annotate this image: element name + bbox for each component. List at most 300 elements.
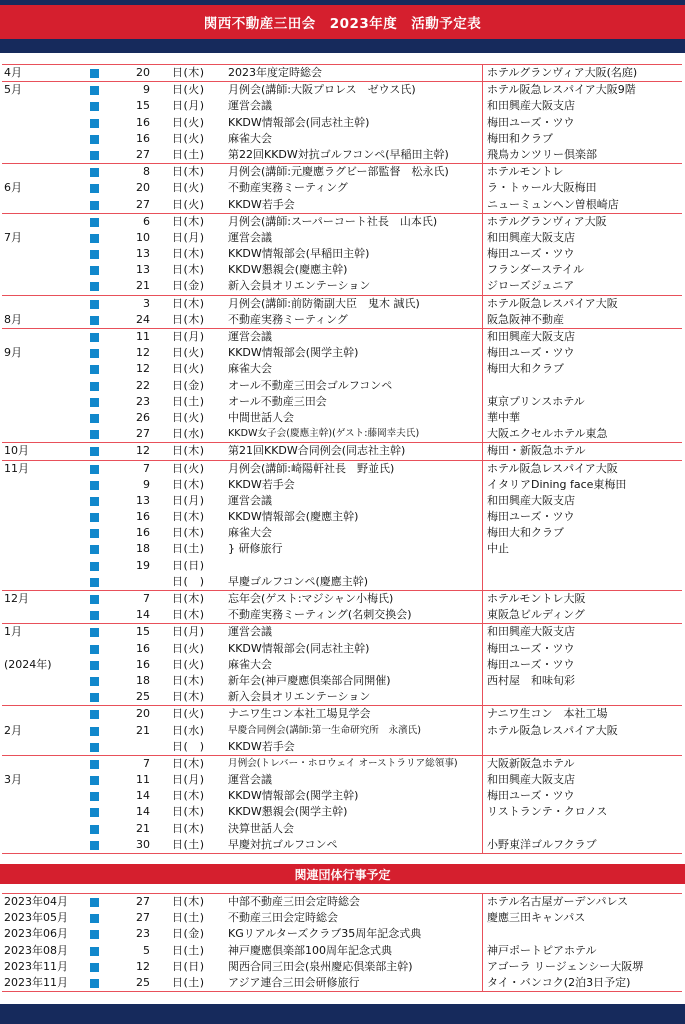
event-day: 25 [136, 690, 150, 704]
event-row [2, 230, 682, 246]
bullet-icon [90, 69, 99, 78]
event-weekday: 日(土) [172, 542, 205, 556]
event-venue: ラ・トゥール大阪梅田 [487, 181, 597, 195]
event-row [2, 461, 682, 477]
event-day: 14 [136, 805, 150, 819]
event-weekday: 日(火) [172, 641, 205, 655]
event-weekday: 日(木) [172, 312, 205, 326]
bullet-icon [90, 316, 99, 325]
event-day: 27 [136, 427, 150, 441]
event-venue: イタリアDining face東梅田 [487, 477, 627, 491]
event-day: 12 [136, 959, 150, 973]
month-label: 7月 [4, 230, 22, 244]
event-name: KGリアルターズクラブ35周年記念式典 [228, 927, 422, 941]
event-day: 21 [136, 279, 150, 293]
event-row [2, 214, 682, 230]
event-name: 中部不動産三田会定時総会 [228, 895, 360, 908]
event-venue: 和田興産大阪支店 [487, 493, 575, 507]
event-name: オール不動産三田会ゴルフコンペ [228, 378, 393, 392]
event-name: 麻雀大会 [228, 362, 272, 376]
event-weekday: 日(水) [172, 427, 205, 441]
event-name: 麻雀大会 [228, 657, 272, 671]
page-title: 関西不動産三田会 2023年度 活動予定表 [203, 16, 482, 32]
event-name: 運営会議 [228, 773, 272, 787]
event-weekday: 日(土) [172, 394, 205, 408]
event-row [2, 739, 682, 755]
event-name: } 研修旅行 [228, 542, 283, 556]
event-venue: 東京プリンスホテル [487, 394, 585, 408]
event-name: 運営会議 [228, 330, 272, 343]
event-day: 7 [143, 461, 150, 475]
event-weekday: 日(木) [172, 789, 205, 803]
event-name: 不動産実務ミーティング [228, 312, 348, 326]
bullet-icon [90, 382, 99, 391]
event-name: KKDW情報部会(関学主幹) [228, 346, 359, 360]
bullet-icon [90, 102, 99, 111]
bullet-icon [90, 760, 99, 769]
event-venue: 神戸ポートピアホテル [487, 943, 597, 957]
event-name: 運営会議 [228, 625, 272, 639]
event-weekday: 日(日) [172, 959, 205, 973]
bullet-icon [90, 349, 99, 358]
month-group [2, 214, 682, 296]
event-day: 15 [136, 625, 150, 639]
event-weekday: 日(木) [172, 444, 205, 458]
bullet-icon [90, 151, 99, 160]
event-row [2, 98, 682, 114]
bullet-icon [90, 529, 99, 538]
event-day: 27 [136, 911, 150, 925]
event-weekday: 日(木) [172, 296, 205, 310]
event-day: 14 [136, 789, 150, 803]
event-weekday: 日(日) [172, 558, 205, 572]
bullet-icon [90, 201, 99, 210]
event-venue: アゴーラ リージェンシー大阪堺 [487, 959, 644, 973]
event-weekday: 日(木) [172, 690, 205, 704]
event-row [2, 657, 682, 673]
event-row [2, 278, 682, 294]
event-venue: 梅田ユーズ・ツウ [487, 641, 575, 655]
event-weekday: 日(木) [172, 263, 205, 277]
event-day: 9 [143, 83, 150, 97]
month-group [2, 82, 682, 164]
event-venue: 慶應三田キャンパス [487, 911, 586, 925]
bullet-icon [90, 693, 99, 702]
bullet-icon [90, 497, 99, 506]
month-label: 5月 [4, 83, 22, 97]
event-name: 第21回KKDW合同例会(同志社主幹) [228, 444, 406, 458]
event-row [2, 115, 682, 131]
event-weekday: 日(月) [172, 230, 205, 244]
month-label: 10月 [4, 444, 29, 458]
event-row [2, 296, 682, 312]
event-weekday: 日(月) [172, 625, 205, 639]
event-row [2, 788, 682, 804]
event-name: 関西合同三田会(泉州慶応倶楽部主幹) [228, 959, 413, 973]
event-day: 27 [136, 895, 150, 908]
event-day: 16 [136, 131, 150, 145]
event-venue: タイ・バンコク(2泊3日予定) [487, 975, 631, 989]
event-row [2, 723, 682, 739]
event-weekday: 日(火) [172, 707, 205, 721]
month-label: 2023年04月 [4, 895, 68, 908]
event-venue: ホテルモントレ [487, 165, 564, 179]
event-day: 13 [136, 493, 150, 507]
event-row [2, 607, 682, 623]
month-label: 6月 [4, 181, 22, 195]
event-weekday: 日(火) [172, 410, 205, 424]
event-day: 3 [143, 296, 150, 310]
event-row [2, 624, 682, 640]
event-venue: 西村屋 和味旬彩 [487, 673, 575, 687]
bullet-icon [90, 562, 99, 571]
event-name: 月例会(講師:スーパーコート社長 山本氏) [228, 214, 438, 228]
month-label: 11月 [4, 461, 29, 475]
event-day: 14 [136, 608, 150, 622]
event-weekday: 日(木) [172, 214, 205, 228]
bullet-icon [90, 727, 99, 736]
month-label: 12月 [4, 592, 29, 605]
event-venue: ホテル阪急レスパイア大阪 [487, 723, 618, 737]
title-banner [0, 5, 685, 39]
schedule-table [2, 64, 682, 854]
month-group [2, 65, 682, 82]
event-weekday: 日(木) [172, 477, 205, 491]
event-weekday: 日(土) [172, 911, 205, 925]
event-day: 13 [136, 263, 150, 277]
bullet-icon [90, 218, 99, 227]
event-weekday: 日(木) [172, 247, 205, 261]
event-name: KKDW若手会 [228, 739, 295, 753]
event-day: 19 [136, 558, 150, 572]
bullet-icon [90, 947, 99, 956]
event-name: 神戸慶應倶楽部100周年記念式典 [228, 943, 392, 957]
event-name: 早慶合同例会(講師:第一生命研究所 永濱氏) [228, 724, 421, 736]
event-weekday: 日(火) [172, 461, 205, 475]
event-day: 26 [136, 410, 150, 424]
event-row [2, 558, 682, 574]
event-row [2, 706, 682, 722]
event-row [2, 821, 682, 837]
event-weekday: 日(火) [172, 131, 205, 145]
bullet-icon [90, 234, 99, 243]
event-name: 2023年度定時総会 [228, 66, 322, 79]
month-label: 2023年11月 [4, 959, 68, 973]
event-venue: 梅田・新阪急ホテル [487, 444, 586, 458]
related-group [2, 894, 682, 992]
event-day: 7 [143, 756, 150, 770]
event-name: KKDW若手会 [228, 197, 295, 211]
month-label: 1月 [4, 625, 22, 639]
event-venue: 東阪急ビルディング [487, 608, 585, 622]
bullet-icon [90, 808, 99, 817]
event-name: 月例会(トレバー・ホロウェイ オーストラリア総領事) [228, 757, 458, 769]
event-venue: 梅田和クラブ [487, 131, 553, 145]
month-group [2, 296, 682, 329]
event-row [2, 164, 682, 180]
event-venue: 梅田大和クラブ [487, 362, 564, 376]
event-name: 不動産実務ミーティング(名刺交換会) [228, 608, 412, 622]
event-day: 7 [143, 592, 150, 605]
bullet-icon [90, 333, 99, 342]
event-name: アジア連合三田会研修旅行 [228, 975, 360, 989]
bullet-icon [90, 710, 99, 719]
event-day: 22 [136, 378, 150, 392]
event-day: 11 [136, 773, 150, 787]
event-day: 16 [136, 657, 150, 671]
event-venue: 和田興産大阪支店 [487, 625, 575, 639]
event-venue: 小野東洋ゴルフクラブ [487, 837, 597, 851]
event-day: 12 [136, 346, 150, 360]
month-label: 2月 [4, 723, 22, 737]
bullet-icon [90, 430, 99, 439]
bullet-icon [90, 743, 99, 752]
event-name: 新入会員オリエンテーション [228, 690, 371, 704]
event-row [2, 541, 682, 557]
event-day: 11 [136, 330, 150, 343]
event-row [2, 525, 682, 541]
event-venue: 梅田大和クラブ [487, 526, 564, 540]
bullet-icon [90, 677, 99, 686]
event-day: 12 [136, 362, 150, 376]
event-name: KKDW情報部会(慶應主幹) [228, 510, 359, 524]
bullet-icon [90, 465, 99, 474]
event-weekday: 日(木) [172, 895, 205, 908]
event-weekday: 日(土) [172, 147, 205, 161]
event-weekday: 日(月) [172, 493, 205, 507]
bullet-icon [90, 645, 99, 654]
event-venue: 中止 [487, 542, 509, 556]
event-venue: ホテルグランヴィア大阪(名庭) [487, 66, 638, 79]
bullet-icon [90, 776, 99, 785]
bullet-icon [90, 168, 99, 177]
month-label: 9月 [4, 346, 22, 360]
event-venue: 大阪新阪急ホテル [487, 756, 575, 770]
event-row [2, 943, 682, 959]
bullet-icon [90, 282, 99, 291]
event-day: 16 [136, 115, 150, 129]
event-row [2, 378, 682, 394]
event-row [2, 959, 682, 975]
bullet-icon [90, 365, 99, 374]
event-name: KKDW情報部会(同志社主幹) [228, 115, 370, 129]
event-venue: 大阪エクセルホテル東急 [487, 427, 608, 441]
event-weekday: 日(木) [172, 526, 205, 540]
event-day: 16 [136, 526, 150, 540]
event-row [2, 147, 682, 163]
event-row [2, 509, 682, 525]
event-weekday: 日(火) [172, 197, 205, 211]
event-row [2, 894, 682, 910]
event-row [2, 689, 682, 705]
event-row [2, 197, 682, 213]
event-venue: ジローズジュニア [487, 279, 575, 293]
event-name: 運営会議 [228, 493, 272, 507]
event-row [2, 756, 682, 772]
event-venue: ナニワ生コン 本社工場 [487, 707, 608, 721]
month-label: 2023年06月 [4, 927, 68, 941]
event-venue: リストランテ・クロノス [487, 805, 608, 819]
event-name: KKDW懇親会(関学主幹) [228, 805, 348, 819]
event-day: 30 [136, 837, 150, 851]
event-venue: ホテル名古屋ガーデンパレス [487, 895, 629, 908]
event-weekday: 日(金) [172, 279, 205, 293]
event-name: 忘年会(ゲスト:マジシャン小梅氏) [228, 592, 394, 605]
event-row [2, 394, 682, 410]
bullet-icon [90, 611, 99, 620]
event-weekday: 日( ) [172, 574, 205, 588]
event-venue: 梅田ユーズ・ツウ [487, 510, 575, 524]
event-day: 20 [136, 707, 150, 721]
event-day: 5 [143, 943, 150, 957]
event-day: 9 [143, 477, 150, 491]
event-name: 運営会議 [228, 99, 272, 113]
event-day: 18 [136, 542, 150, 556]
event-name: KKDW情報部会(関学主幹) [228, 789, 359, 803]
event-day: 27 [136, 147, 150, 161]
event-venue: ホテル阪急レスパイア大阪 [487, 296, 618, 310]
event-name: KKDW女子会(慶應主幹)(ゲスト:藤岡幸夫氏) [228, 428, 420, 440]
event-row [2, 329, 682, 345]
event-name: 不動産実務ミーティング [228, 181, 348, 195]
event-weekday: 日(月) [172, 99, 205, 113]
event-venue: 梅田ユーズ・ツウ [487, 657, 575, 671]
event-name: 不動産三田会定時総会 [228, 911, 338, 925]
bullet-icon [90, 184, 99, 193]
event-day: 25 [136, 975, 150, 989]
event-row [2, 262, 682, 278]
event-weekday: 日(火) [172, 346, 205, 360]
event-name: 月例会(講師:元慶應ラグビー部監督 松永氏) [228, 165, 449, 179]
event-row [2, 591, 682, 607]
related-banner [0, 864, 685, 884]
month-label: 2023年11月 [4, 975, 68, 989]
event-row [2, 426, 682, 442]
month-label: (2024年) [4, 657, 52, 671]
event-row [2, 477, 682, 493]
event-day: 21 [136, 723, 150, 737]
bullet-icon [90, 86, 99, 95]
event-weekday: 日(月) [172, 330, 205, 343]
event-day: 16 [136, 510, 150, 524]
event-weekday: 日(金) [172, 378, 205, 392]
event-weekday: 日(火) [172, 362, 205, 376]
event-venue: 和田興産大阪支店 [487, 230, 575, 244]
event-day: 6 [143, 214, 150, 228]
event-day: 23 [136, 394, 150, 408]
event-row [2, 82, 682, 98]
event-day: 23 [136, 927, 150, 941]
event-venue: ホテルグランヴィア大阪 [487, 214, 607, 228]
event-name: 麻雀大会 [228, 526, 272, 540]
event-day: 15 [136, 99, 150, 113]
bullet-icon [90, 963, 99, 972]
month-group [2, 461, 682, 592]
bullet-icon [90, 914, 99, 923]
month-group [2, 624, 682, 706]
event-weekday: 日( ) [172, 739, 205, 753]
event-name: KKDW若手会 [228, 477, 295, 491]
bullet-icon [90, 300, 99, 309]
event-row [2, 361, 682, 377]
event-day: 18 [136, 673, 150, 687]
event-day: 12 [136, 444, 150, 458]
event-row [2, 246, 682, 262]
event-day: 20 [136, 181, 150, 195]
event-name: 第22回KKDW対抗ゴルフコンペ(早稲田主幹) [228, 147, 449, 161]
month-label: 4月 [4, 66, 22, 79]
event-venue: 梅田ユーズ・ツウ [487, 789, 575, 803]
event-day: 24 [136, 312, 150, 326]
bullet-icon [90, 398, 99, 407]
event-day: 8 [143, 165, 150, 179]
related-title: 関連団体行事予定 [294, 867, 391, 882]
event-row [2, 574, 682, 590]
event-name: 新入会員オリエンテーション [228, 279, 371, 293]
event-name: KKDW情報部会(同志社主幹) [228, 641, 370, 655]
event-row [2, 926, 682, 942]
related-events-table [2, 893, 682, 992]
event-venue: フランダーステイル [487, 263, 585, 277]
event-name: KKDW懇親会(慶應主幹) [228, 263, 348, 277]
event-weekday: 日(木) [172, 165, 205, 179]
event-name: 月例会(講師:大阪プロレス ゼウス氏) [228, 83, 416, 97]
event-weekday: 日(木) [172, 592, 205, 605]
event-venue: ホテル阪急レスパイア大阪 [487, 461, 618, 475]
month-label: 2023年08月 [4, 943, 68, 957]
event-row [2, 673, 682, 689]
bullet-icon [90, 979, 99, 988]
event-weekday: 日(火) [172, 181, 205, 195]
event-venue: 梅田ユーズ・ツウ [487, 115, 575, 129]
event-name: 早慶対抗ゴルフコンペ [228, 837, 338, 851]
bullet-icon [90, 841, 99, 850]
bullet-icon [90, 930, 99, 939]
event-row [2, 410, 682, 426]
bullet-icon [90, 628, 99, 637]
event-name: ナニワ生コン本社工場見学会 [228, 707, 371, 721]
month-label: 3月 [4, 773, 22, 787]
event-weekday: 日(火) [172, 657, 205, 671]
bullet-icon [90, 578, 99, 587]
bullet-icon [90, 513, 99, 522]
title-navy-strip [0, 39, 685, 53]
event-row [2, 131, 682, 147]
event-weekday: 日(月) [172, 773, 205, 787]
month-group [2, 164, 682, 214]
event-weekday: 日(木) [172, 756, 205, 770]
event-day: 10 [136, 230, 150, 244]
event-row [2, 312, 682, 328]
event-day: 27 [136, 197, 150, 211]
bottom-navy-bar [0, 1004, 685, 1024]
event-name: 運営会議 [228, 230, 272, 244]
event-weekday: 日(金) [172, 927, 205, 941]
event-venue: ホテルモントレ大阪 [487, 592, 586, 605]
month-group [2, 329, 682, 443]
event-row [2, 837, 682, 853]
bullet-icon [90, 135, 99, 144]
bullet-icon [90, 661, 99, 670]
event-row [2, 772, 682, 788]
event-weekday: 日(土) [172, 943, 205, 957]
month-group [2, 591, 682, 624]
bullet-icon [90, 250, 99, 259]
event-row [2, 493, 682, 509]
bullet-icon [90, 447, 99, 456]
event-row [2, 443, 682, 459]
event-day: 20 [136, 66, 150, 79]
